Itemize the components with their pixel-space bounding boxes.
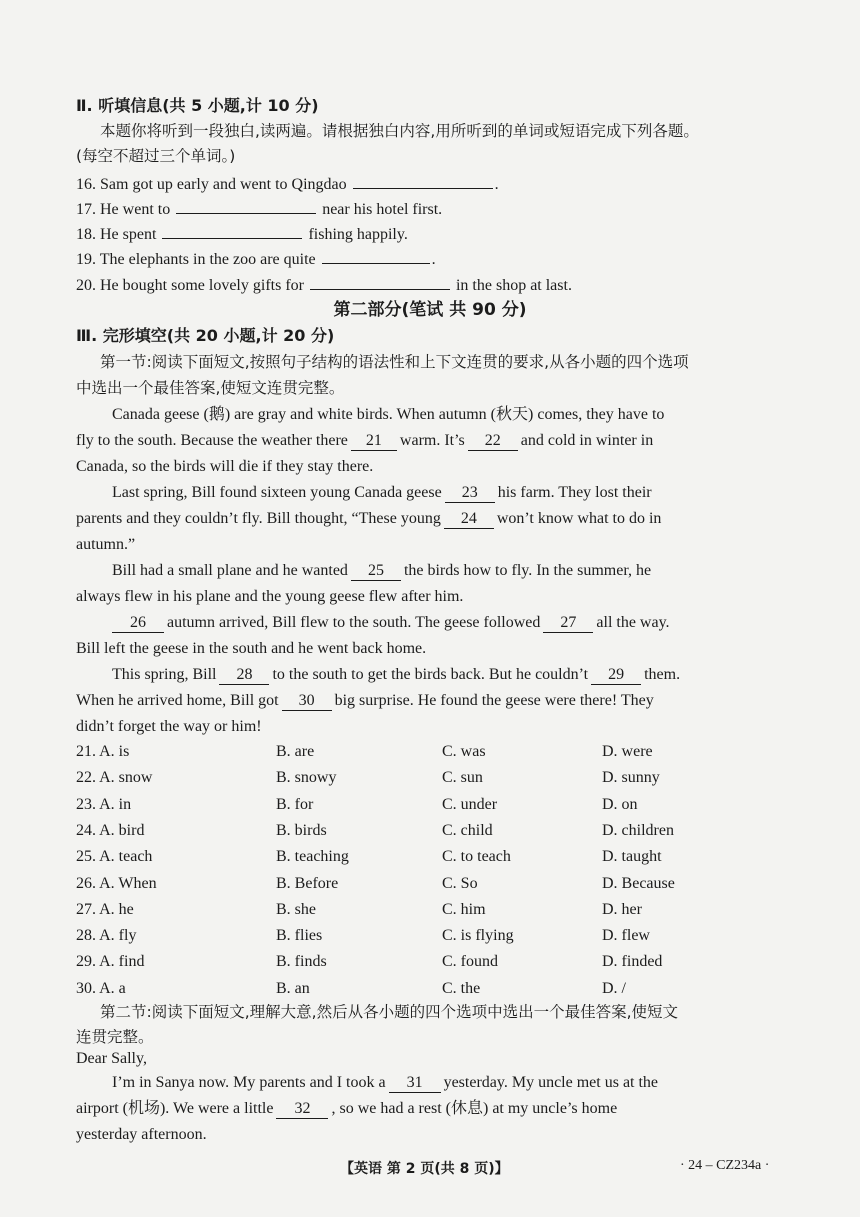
section2-instruction: 本题你将听到一段独白,读两遍。请根据独白内容,用所听到的单词或短语完成下列各题。	[100, 122, 699, 140]
option-question: 23. A. in	[76, 795, 132, 813]
cloze-blank-31[interactable]: 31	[389, 1074, 441, 1093]
question-17: 17. He went to near his hotel first.	[76, 197, 442, 220]
passage-line: parents and they couldn’t fly. Bill thought, “These young 24 won’t know what to do in	[76, 510, 662, 527]
passage-line: Bill left the geese in the south and he went back home.	[76, 640, 427, 657]
passage-line: 26 autumn arrived, Bill flew to the south. The geese followed 27 all the way.	[112, 613, 670, 633]
option-question: 28. A. fly	[76, 927, 137, 945]
cloze-blank-24[interactable]: 24	[444, 510, 494, 529]
letter-line: I’m in Sanya now. My parents and I took a 31 yesterday. My uncle met us at the	[112, 1074, 659, 1091]
section3-part2-instruction-2: 连贯完整。	[76, 1028, 154, 1046]
option-choice[interactable]: D. sunny	[602, 769, 660, 787]
option-choice[interactable]: B. flies	[276, 927, 323, 945]
option-choice[interactable]: B. are	[276, 743, 315, 760]
option-choice[interactable]: D. Because	[602, 874, 675, 892]
option-choice[interactable]: C. child	[442, 821, 493, 839]
question-18: 18. He spent fishing happily.	[76, 222, 408, 245]
option-choice[interactable]: B. for	[276, 795, 314, 813]
passage-line: autumn.”	[76, 536, 136, 553]
option-choice[interactable]: D. taught	[602, 848, 662, 866]
section2-instruction-note: (每空不超过三个单词。)	[76, 147, 236, 165]
option-question: 24. A. bird	[76, 821, 145, 839]
option-choice[interactable]: D. finded	[602, 953, 663, 971]
section3-part1-instruction: 第一节:阅读下面短文,按照句子结构的语法性和上下文连贯的要求,从各小题的四个选项	[100, 353, 689, 371]
option-choice[interactable]: C. the	[442, 979, 481, 997]
passage-line: didn’t forget the way or him!	[76, 718, 262, 735]
section3-part1-instruction-2: 中选出一个最佳答案,使短文连贯完整。	[76, 379, 345, 397]
option-choice[interactable]: C. was	[442, 743, 486, 760]
option-question: 25. A. teach	[76, 848, 153, 866]
passage-line: This spring, Bill 28 to the south to get the birds back. But he couldn’t 29 them.	[112, 666, 681, 683]
option-choice[interactable]: B. an	[276, 979, 310, 997]
option-choice[interactable]: B. Before	[276, 874, 339, 892]
page-footer: 【英语 第 2 页(共 8 页)】	[340, 1161, 509, 1177]
option-choice[interactable]: B. birds	[276, 821, 327, 839]
cloze-blank-28[interactable]: 28	[219, 666, 269, 685]
option-choice[interactable]: B. snowy	[276, 769, 337, 787]
cloze-blank-29[interactable]: 29	[591, 666, 641, 685]
question-19: 19. The elephants in the zoo are quite .	[76, 247, 436, 270]
passage-line: Bill had a small plane and he wanted 25 the birds how to fly. In the summer, he	[112, 562, 652, 579]
cloze-blank-21[interactable]: 21	[351, 432, 397, 451]
option-choice[interactable]: C. found	[442, 953, 498, 971]
letter-line: airport (机场). We were a little 32 , so we had a rest (休息) at my uncle’s home	[76, 1100, 618, 1117]
letter-greeting: Dear Sally,	[76, 1050, 147, 1067]
cloze-blank-22[interactable]: 22	[468, 432, 518, 451]
option-question: 22. A. snow	[76, 769, 153, 787]
passage-line: Canada geese (鹅) are gray and white birds. When autumn (秋天) comes, they have to	[112, 406, 665, 423]
option-choice[interactable]: C. him	[442, 900, 486, 918]
option-choice[interactable]: D. her	[602, 900, 642, 918]
passage-line: Canada, so the birds will die if they stay there.	[76, 458, 374, 475]
option-choice[interactable]: C. So	[442, 874, 478, 892]
option-choice[interactable]: B. teaching	[276, 848, 349, 866]
option-question: 29. A. find	[76, 953, 145, 971]
passage-line: Last spring, Bill found sixteen young Canada geese 23 his farm. They lost their	[112, 484, 652, 501]
option-choice[interactable]: C. is flying	[442, 927, 514, 945]
option-question: 21. A. is	[76, 743, 130, 760]
answer-blank[interactable]	[162, 222, 302, 239]
section2-heading: Ⅱ. 听填信息(共 5 小题,计 10 分)	[76, 96, 319, 115]
question-16: 16. Sam got up early and went to Qingdao .	[76, 172, 499, 195]
answer-blank[interactable]	[310, 273, 450, 290]
option-choice[interactable]: D. /	[602, 979, 626, 997]
section3-heading: Ⅲ. 完形填空(共 20 小题,计 20 分)	[76, 326, 335, 345]
passage-line: always flew in his plane and the young geese flew after him.	[76, 588, 464, 605]
option-choice[interactable]: C. under	[442, 795, 498, 813]
option-choice[interactable]: C. sun	[442, 769, 483, 787]
option-choice[interactable]: D. children	[602, 821, 674, 839]
answer-blank[interactable]	[353, 172, 493, 189]
option-choice[interactable]: B. finds	[276, 953, 327, 971]
option-question: 26. A. When	[76, 874, 157, 892]
cloze-blank-30[interactable]: 30	[282, 692, 332, 711]
option-choice[interactable]: C. to teach	[442, 848, 511, 866]
option-question: 27. A. he	[76, 900, 134, 918]
letter-line: yesterday afternoon.	[76, 1126, 207, 1143]
cloze-blank-23[interactable]: 23	[445, 484, 495, 503]
answer-blank[interactable]	[322, 247, 430, 264]
cloze-blank-32[interactable]: 32	[276, 1100, 328, 1119]
answer-blank[interactable]	[176, 197, 316, 214]
section3-part2-instruction: 第二节:阅读下面短文,理解大意,然后从各小题的四个选项中选出一个最佳答案,使短文	[100, 1003, 679, 1021]
passage-line: fly to the south. Because the weather there 21 warm. It’s 22 and cold in winter in	[76, 432, 654, 449]
passage-line: When he arrived home, Bill got 30 big surprise. He found the geese were there! They	[76, 692, 654, 709]
cloze-blank-27[interactable]: 27	[543, 614, 593, 633]
option-choice[interactable]: B. she	[276, 900, 316, 918]
cloze-blank-25[interactable]: 25	[351, 562, 401, 581]
cloze-blank-26[interactable]: 26	[112, 614, 164, 633]
question-20: 20. He bought some lovely gifts for in the shop at last.	[76, 273, 572, 296]
option-choice[interactable]: D. flew	[602, 927, 650, 945]
exam-code: · 24 – CZ234a ·	[680, 1158, 770, 1173]
part2-title: 第二部分(笔试 共 90 分)	[333, 300, 527, 320]
option-question: 30. A. a	[76, 979, 126, 997]
option-choice[interactable]: D. were	[602, 743, 653, 760]
option-choice[interactable]: D. on	[602, 795, 638, 813]
